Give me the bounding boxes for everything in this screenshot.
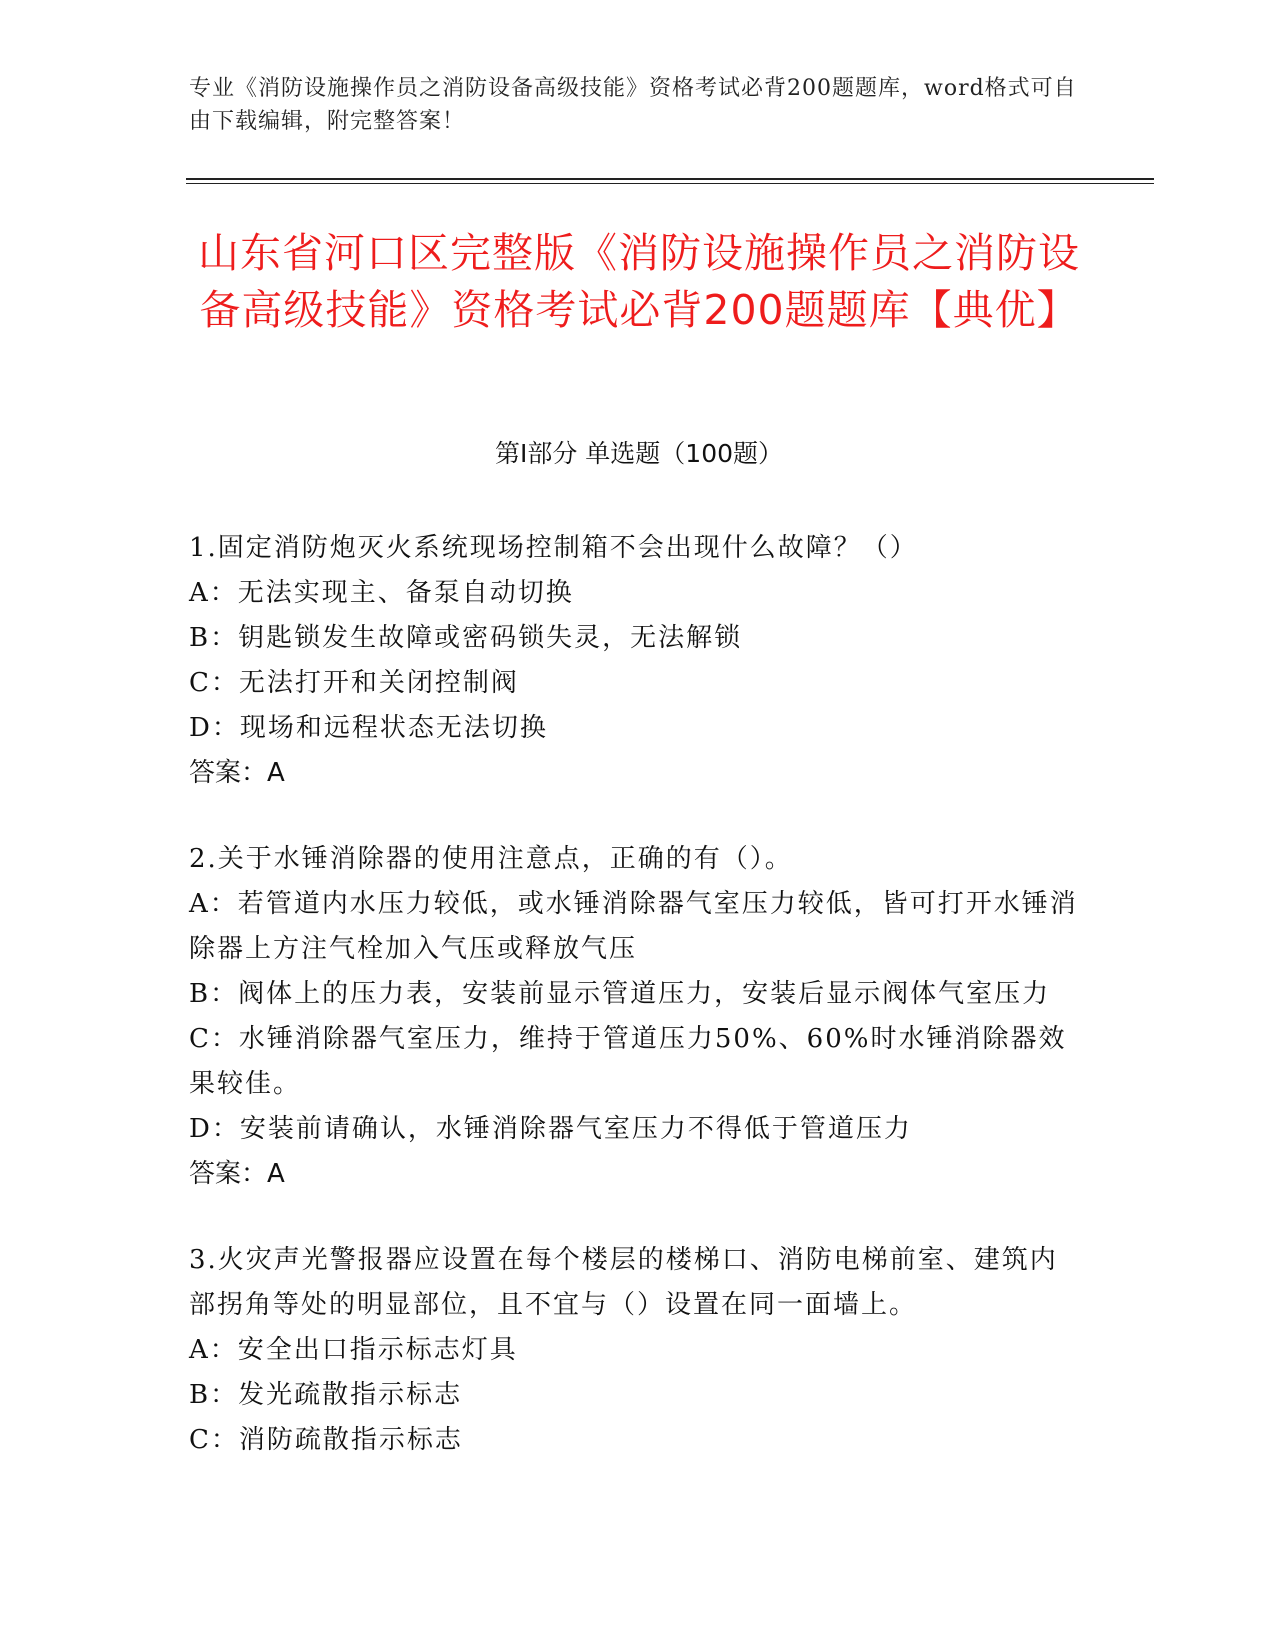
question-list — [189, 526, 1084, 1504]
answer-line — [189, 751, 1084, 796]
option-b: B：钥匙锁发生故障或密码锁失灵，无法解锁 — [189, 623, 743, 653]
option-a: A：安全出口指示标志灯具 — [189, 1335, 518, 1365]
header-divider — [186, 178, 1154, 185]
question-stem: 3.火灾声光警报器应设置在每个楼层的楼梯口、消防电梯前室、建筑内部拐角等处的明显部位，且不宜与（）设置在同一面墙上。 — [189, 1245, 1058, 1320]
option-a: A：无法实现主、备泵自动切换 — [189, 578, 574, 608]
question-item — [189, 1238, 1084, 1463]
header-divider-thick-line — [186, 178, 1154, 180]
option-d: D：现场和远程状态无法切换 — [189, 713, 548, 743]
section-title: 第I部分 单选题（100题） — [494, 439, 784, 468]
answer-label: 答案： — [189, 758, 268, 788]
option-c: C：无法打开和关闭控制阀 — [189, 668, 519, 698]
option-b: B：发光疏散指示标志 — [189, 1380, 463, 1410]
answer-value: A — [267, 1159, 285, 1189]
option-a: A：若管道内水压力较低，或水锤消除器气室压力较低，皆可打开水锤消除器上方注气栓加入气压或释放气压 — [189, 889, 1078, 964]
option-b: B：阀体上的压力表，安装前显示管道压力，安装后显示阀体气室压力 — [189, 979, 1051, 1009]
document-title: 山东省河口区完整版《消防设施操作员之消防设备高级技能》资格考试必背200题题库【典优】 — [198, 229, 1080, 334]
option-c: C：消防疏散指示标志 — [189, 1425, 463, 1455]
question-item — [189, 526, 1084, 796]
header-note: 专业《消防设施操作员之消防设备高级技能》资格考试必背200题题库，word格式可自由下载编辑，附完整答案！ — [189, 76, 1077, 134]
answer-line — [189, 1152, 1084, 1197]
option-d: D：安装前请确认，水锤消除器气室压力不得低于管道压力 — [189, 1114, 912, 1144]
question-stem: 2.关于水锤消除器的使用注意点，正确的有（）。 — [189, 844, 793, 874]
question-item — [189, 837, 1084, 1197]
answer-value: A — [267, 758, 285, 788]
header-divider-thin-line — [186, 183, 1154, 184]
answer-label: 答案： — [189, 1159, 268, 1189]
option-c: C：水锤消除器气室压力，维持于管道压力50%、60%时水锤消除器效果较佳。 — [189, 1024, 1067, 1099]
question-stem: 1.固定消防炮灭火系统现场控制箱不会出现什么故障？（） — [189, 533, 918, 563]
